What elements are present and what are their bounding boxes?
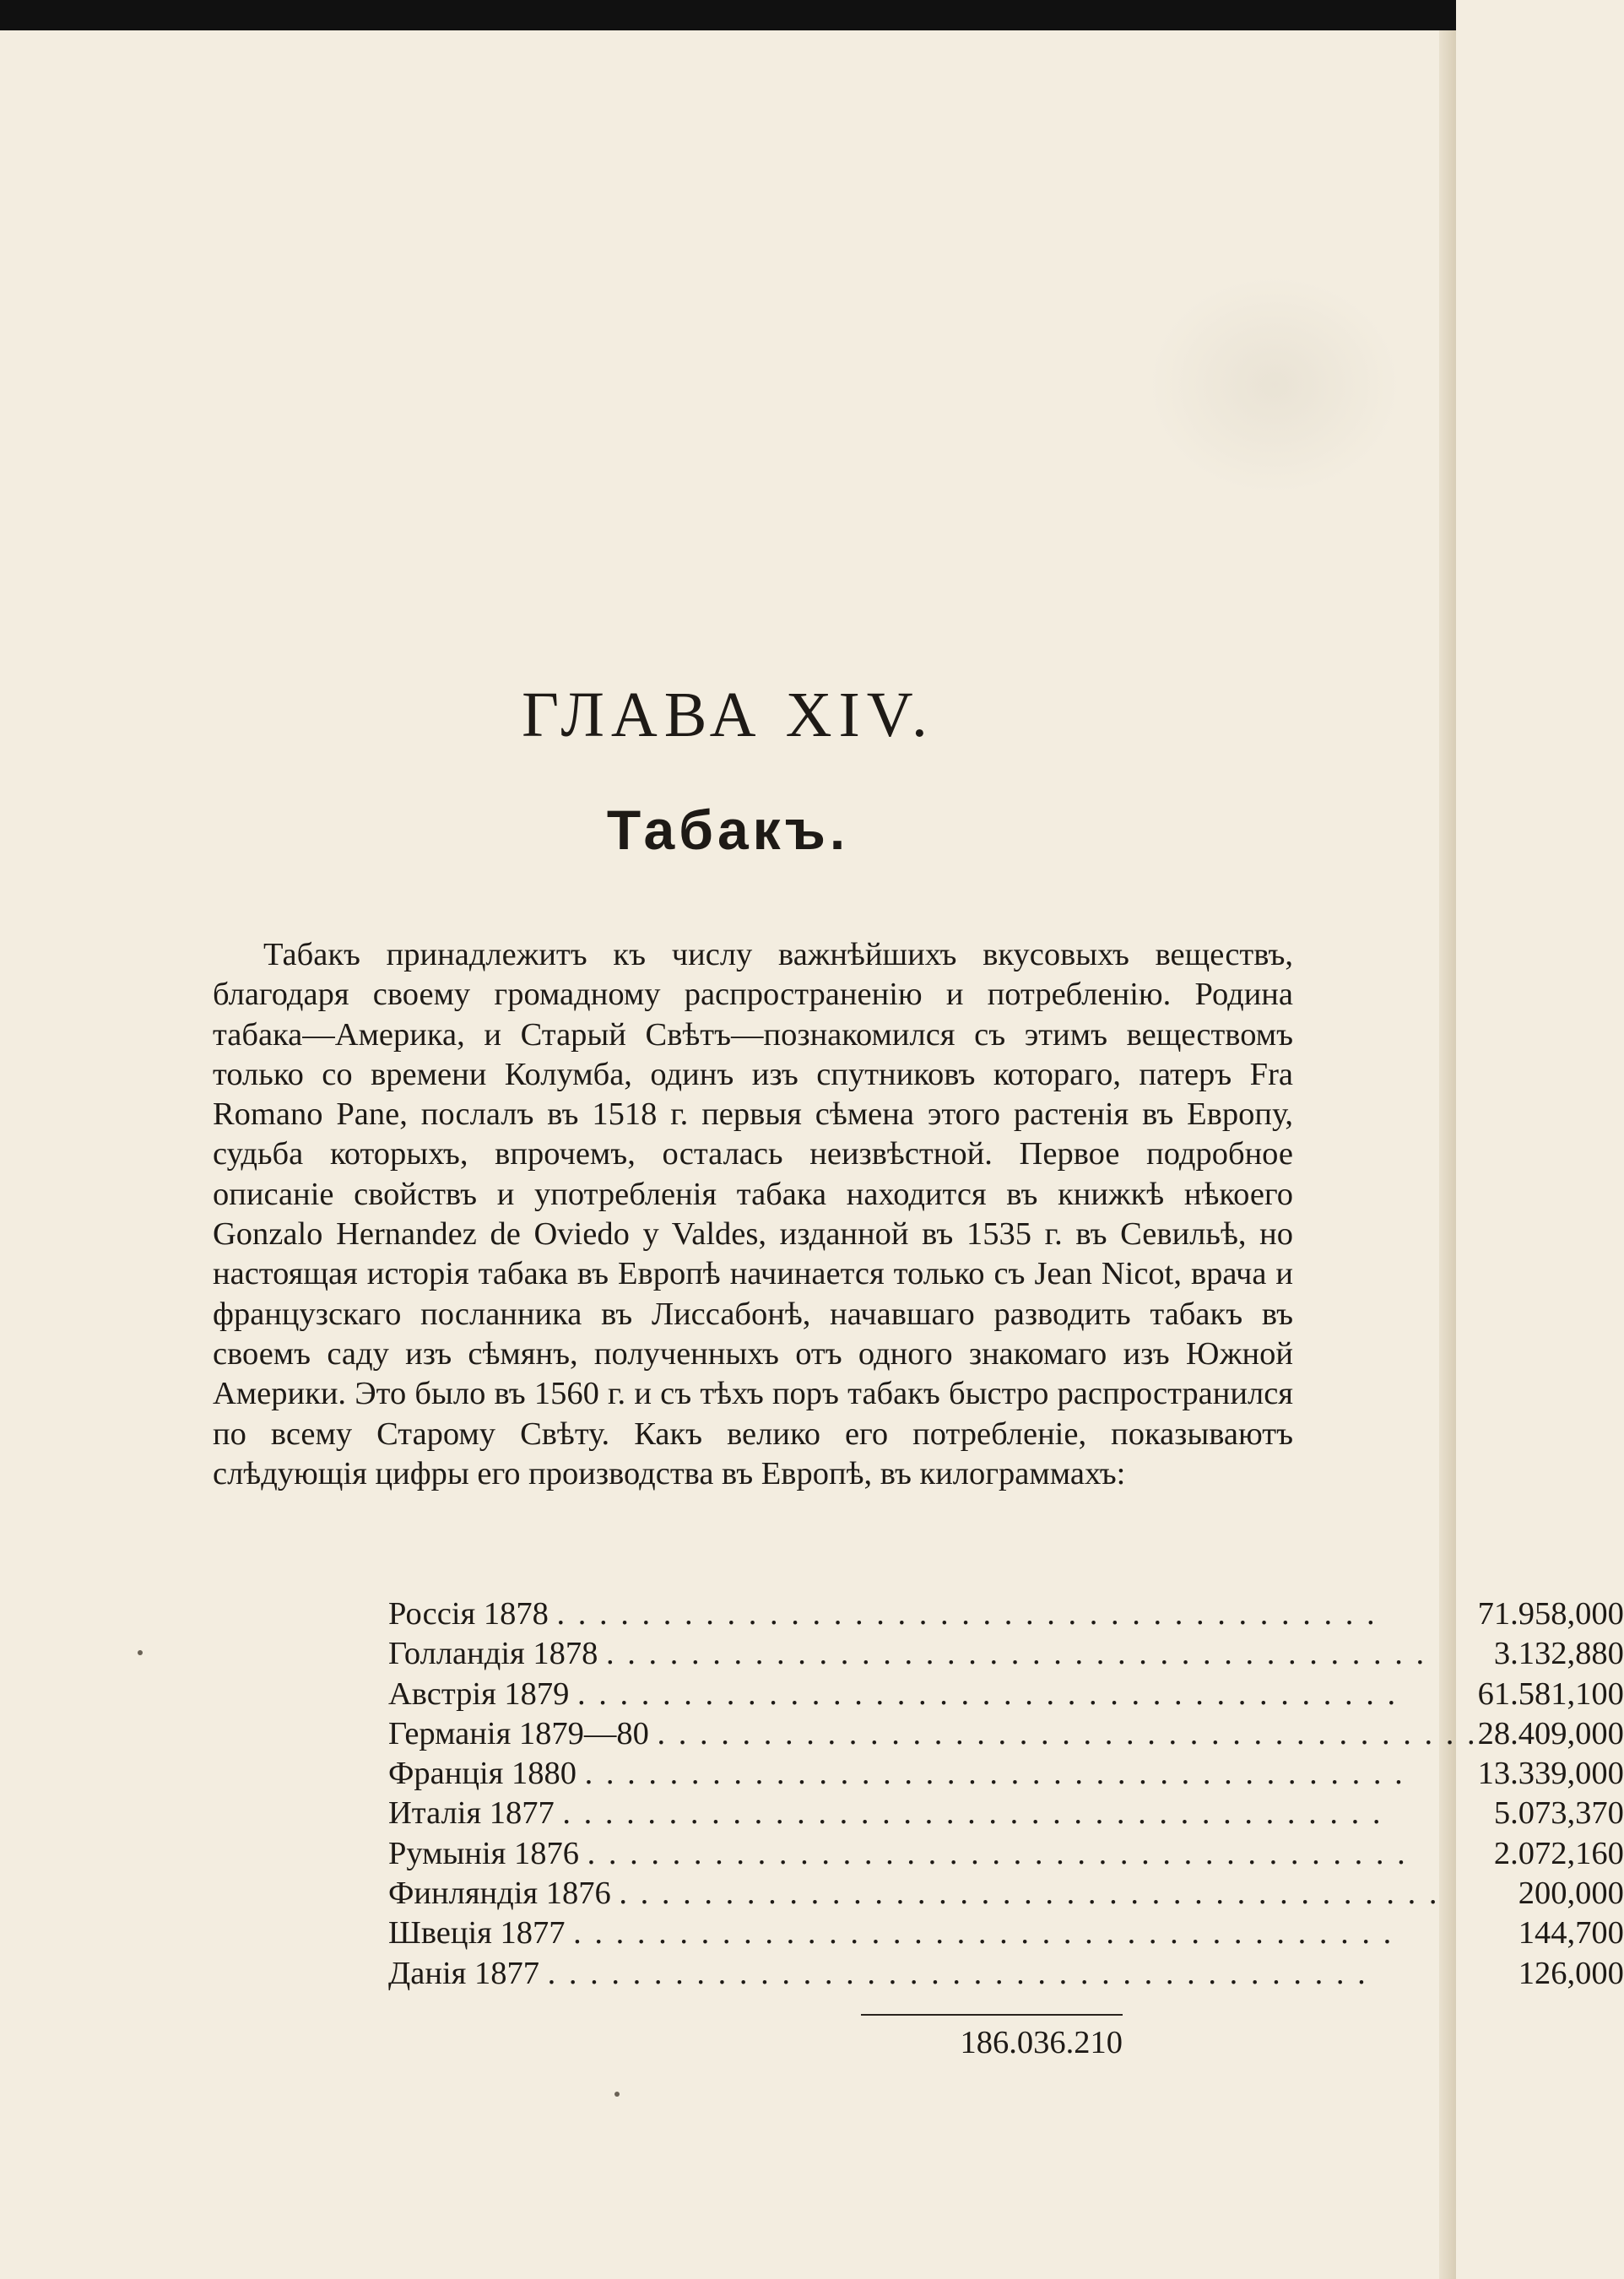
production-value: 5.073,370 <box>1493 1795 1624 1832</box>
country-cell <box>388 1914 1478 1954</box>
country-cell <box>388 1955 1478 1995</box>
production-row <box>388 1955 1624 1995</box>
country-name: Австрія 1879 <box>388 1675 570 1712</box>
dot-leader: . . . . . . . . . . . . . . . . . . . . . . . . . . . . . . . . . . . . . . . <box>584 1756 1405 1792</box>
dot-leader: . . . . . . . . . . . . . . . . . . . . . . . . . . . . . . . . . . . . . . . <box>587 1835 1408 1871</box>
production-value: 61.581,100 <box>1477 1675 1624 1712</box>
production-value: 200,000 <box>1518 1876 1624 1912</box>
production-value: 144,700 <box>1518 1915 1624 1951</box>
production-value: 13.339,000 <box>1477 1756 1624 1792</box>
production-table <box>388 1595 1624 1995</box>
dot-leader: . . . . . . . . . . . . . . . . . . . . . . . . . . . . . . . . . . . . . . . <box>619 1876 1440 1912</box>
country-name: Швеція 1877 <box>388 1915 566 1951</box>
production-value: 126,000 <box>1518 1955 1624 1991</box>
production-row <box>388 1675 1624 1715</box>
production-value: 3.132,880 <box>1493 1636 1624 1672</box>
dot-leader: . . . . . . . . . . . . . . . . . . . . . . . . . . . . . . . . . . . . . . . <box>547 1955 1368 1991</box>
production-rows <box>388 1595 1624 1995</box>
country-name: Финляндія 1876 <box>388 1876 611 1912</box>
print-speck <box>138 1650 143 1655</box>
dot-leader: . . . . . . . . . . . . . . . . . . . . . . . . . . . . . . . . . . . . . . . <box>657 1715 1478 1751</box>
country-name: Голландія 1878 <box>388 1636 598 1672</box>
country-cell <box>388 1715 1478 1755</box>
country-name: Германія 1879—80 <box>388 1715 649 1751</box>
country-cell <box>388 1675 1478 1715</box>
country-name: Франція 1880 <box>388 1756 577 1792</box>
country-cell <box>388 1755 1478 1795</box>
body-paragraph: Табакъ принадлежитъ къ числу важнѣйшихъ вкусовыхъ веществъ, благодаря своему громадному распространенію и потребленію. Родина табака—Америка, и Старый Свѣтъ—познакомился съ этимъ веществомъ только со времени Колумба, одинъ изъ спутниковъ котораго, патеръ Fra Romano Pane, послалъ въ 1518 г. первыя сѣмена этого растенія въ Европу, судьба которыхъ, впрочемъ, осталась неизвѣстной. Первое подробное описаніе свойствъ и употребленія табака находится въ книжкѣ нѣкоего Gonzalo Hernandez de Oviedo y Valdes, изданной въ 1535 г. въ Севильѣ, но настоящая исторія табака въ Европѣ начинается только съ Jean Nicot, врача и французскаго посланника въ Лиссабонѣ, начавшаго разводить табакъ въ своемъ саду изъ сѣмянъ, полученныхъ отъ одного знакомаго изъ Южной Америки. Это было въ 1560 г. и съ тѣхъ поръ табакъ быстро распространился по всему Старому Свѣту. Какъ велико его потребленіе, показываютъ слѣдующія цифры его производства въ Европѣ, въ килограммахъ: <box>213 937 1293 1491</box>
chapter-heading: ГЛАВА XIV. <box>522 679 934 750</box>
production-row <box>388 1715 1624 1755</box>
production-row <box>388 1755 1624 1795</box>
country-name: Данія 1877 <box>388 1955 539 1991</box>
country-name: Россія 1878 <box>388 1596 549 1632</box>
scan-top-edge <box>0 0 1456 30</box>
country-cell <box>388 1875 1478 1914</box>
dot-leader: . . . . . . . . . . . . . . . . . . . . . . . . . . . . . . . . . . . . . . . <box>562 1795 1383 1832</box>
country-cell <box>388 1595 1478 1635</box>
dot-leader: . . . . . . . . . . . . . . . . . . . . . . . . . . . . . . . . . . . . . . . <box>605 1636 1427 1672</box>
production-row <box>388 1914 1624 1954</box>
production-row <box>388 1875 1624 1914</box>
production-row <box>388 1635 1624 1675</box>
dot-leader: . . . . . . . . . . . . . . . . . . . . . . . . . . . . . . . . . . . . . . . <box>556 1596 1378 1632</box>
production-row <box>388 1595 1624 1635</box>
total-rule <box>861 2014 1123 2016</box>
country-name: Румынія 1876 <box>388 1835 580 1871</box>
country-cell <box>388 1835 1478 1875</box>
section-title: Табакъ. <box>606 798 850 861</box>
production-value: 2.072,160 <box>1493 1835 1624 1871</box>
dot-leader: . . . . . . . . . . . . . . . . . . . . . . . . . . . . . . . . . . . . . . . <box>573 1915 1394 1951</box>
dot-leader: . . . . . . . . . . . . . . . . . . . . . . . . . . . . . . . . . . . . . . . <box>577 1675 1399 1712</box>
production-value: 71.958,000 <box>1477 1596 1624 1632</box>
country-name: Италія 1877 <box>388 1795 555 1832</box>
country-cell <box>388 1635 1478 1675</box>
print-speck <box>614 2092 620 2097</box>
production-value: 28.409,000 <box>1477 1715 1624 1751</box>
production-row <box>388 1835 1624 1875</box>
country-cell <box>388 1795 1478 1834</box>
ink-bleed-through <box>1148 275 1401 495</box>
production-row <box>388 1795 1624 1834</box>
total-value: 186.036.210 <box>960 2025 1123 2060</box>
